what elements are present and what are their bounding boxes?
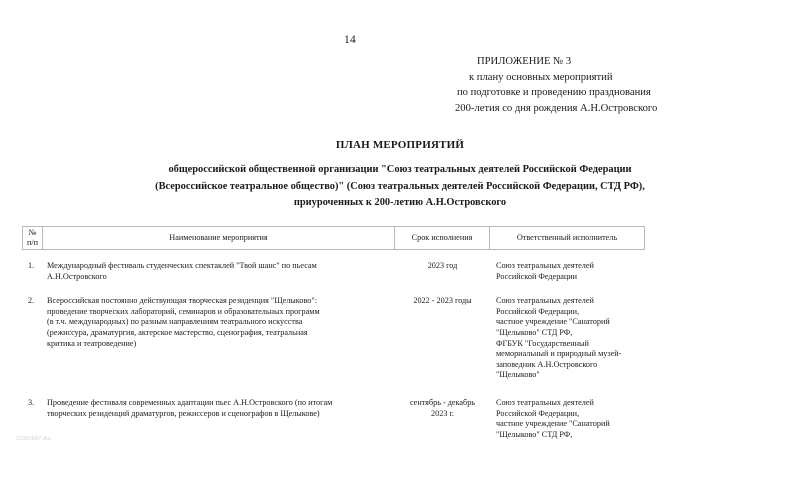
cell-responsible bbox=[490, 398, 645, 440]
document-subtitle-line-1: общероссийской общественной организации "Союз театральных деятелей Российской Федерации bbox=[168, 164, 632, 175]
approval-line-2: к плану основных мероприятий bbox=[469, 71, 613, 83]
cell-responsible-line: Российской Федерации bbox=[496, 271, 578, 281]
cell-name-line: творческих резиденций драматургов, режиссеров и сценографов в Щелыкове) bbox=[47, 408, 320, 418]
footer-filename: 210608A7.doc bbox=[16, 436, 52, 442]
approval-line-3: по подготовке и проведению празднования bbox=[457, 87, 651, 99]
cell-name bbox=[43, 296, 395, 349]
document-subtitle-line-3: приуроченных к 200-летию А.Н.Островского bbox=[293, 197, 507, 209]
cell-responsible-line: Российской Федерации, bbox=[496, 306, 580, 316]
approval-line-4: 200-летия со дня рождения А.Н.Островского bbox=[455, 102, 658, 114]
cell-name-line: критика и театроведение) bbox=[47, 338, 137, 348]
cell-term bbox=[395, 261, 490, 272]
cell-responsible-line: мемориальный и природный музей- bbox=[496, 349, 622, 359]
column-header-name: Наименование мероприятия bbox=[43, 227, 395, 249]
cell-name-line: Всероссийская постоянно действующая творческая резиденция "Щелыково": bbox=[47, 296, 317, 306]
cell-term-line: сентябрь - декабрь bbox=[409, 397, 476, 407]
cell-responsible-line: Союз театральных деятелей bbox=[496, 397, 594, 407]
cell-name-line: (режиссура, драматургия, актерское мастерство, сценография, театральная bbox=[47, 327, 308, 337]
cell-responsible-line: заповедник А.Н.Островского bbox=[496, 359, 598, 369]
cell-responsible-line: Российской Федерации, bbox=[496, 408, 580, 418]
column-header-number-line-1: № bbox=[28, 228, 37, 238]
cell-name-line: (в т.ч. международных) по разным направлениям театрального искусства bbox=[47, 317, 303, 327]
approval-line-1: ПРИЛОЖЕНИЕ № 3 bbox=[477, 56, 572, 67]
cell-name bbox=[43, 261, 395, 282]
column-header-responsible: Ответственный исполнитель bbox=[490, 227, 645, 249]
cell-responsible-line: частное учреждение "Санаторий bbox=[496, 317, 610, 327]
cell-name bbox=[43, 398, 395, 419]
cell-term bbox=[395, 296, 490, 307]
cell-term-line: 2023 г. bbox=[431, 408, 454, 418]
table-row bbox=[22, 398, 645, 440]
cell-term-line: 2022 - 2023 годы bbox=[413, 296, 472, 306]
cell-term-line: 2023 год bbox=[427, 261, 458, 270]
column-header-term: Срок исполнения bbox=[395, 227, 490, 249]
column-header-number bbox=[22, 227, 43, 249]
cell-responsible-line: частное учреждение "Санаторий bbox=[496, 419, 610, 429]
document-subtitle bbox=[40, 162, 760, 212]
cell-responsible-line: "Щелыково" СТД РФ, bbox=[496, 429, 573, 439]
cell-responsible bbox=[490, 296, 645, 381]
cell-name-line: Международный фестиваль студенческих спектаклей "Твой шанс" по пьесам bbox=[47, 261, 317, 270]
approval-block bbox=[455, 54, 785, 116]
events-table bbox=[22, 226, 645, 440]
cell-responsible bbox=[490, 261, 645, 282]
cell-name-line: Проведение фестиваля современных адаптации пьес А.Н.Островского (по итогам bbox=[47, 397, 333, 407]
cell-responsible-line: Союз театральных деятелей bbox=[496, 296, 594, 306]
table-row bbox=[22, 296, 645, 381]
cell-responsible-line: "Щелыково" bbox=[496, 370, 540, 380]
column-header-number-line-2: п/п bbox=[26, 238, 39, 247]
cell-responsible-line: ФГБУК "Государственный bbox=[496, 338, 589, 348]
document-subtitle-line-2: (Всероссийское театральное общество)" (Союз театральных деятелей Российской Федерации, СТД РФ), bbox=[155, 180, 645, 192]
cell-number: 2. bbox=[28, 296, 35, 306]
cell-name-line: проведение творческих лабораторий, семинаров и образовательных программ bbox=[47, 306, 320, 316]
page-number: 14 bbox=[344, 34, 356, 46]
document-title: ПЛАН МЕРОПРИЯТИЙ bbox=[335, 139, 465, 151]
cell-responsible-line: Союз театральных деятелей bbox=[496, 261, 594, 270]
cell-number: 1. bbox=[28, 261, 35, 270]
cell-term bbox=[395, 398, 490, 419]
cell-responsible-line: "Щелыково" СТД РФ, bbox=[496, 327, 573, 337]
table-header-row bbox=[22, 226, 645, 250]
cell-name-line: А.Н.Островского bbox=[47, 271, 107, 281]
cell-number: 3. bbox=[28, 397, 35, 407]
table-row bbox=[22, 261, 645, 282]
table-body bbox=[22, 261, 645, 440]
